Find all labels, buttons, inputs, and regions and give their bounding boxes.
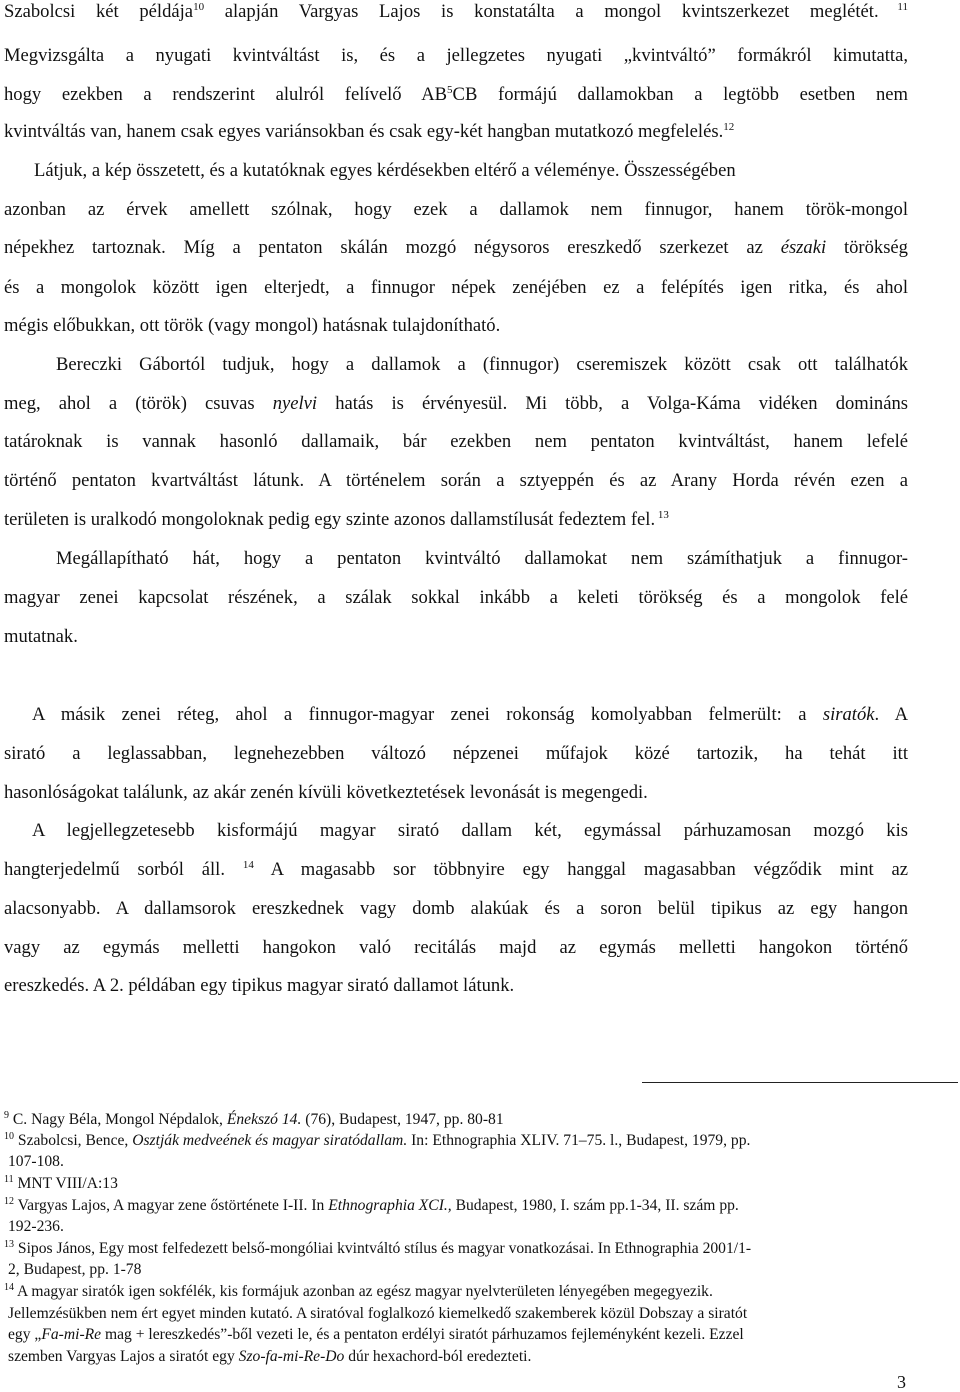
footnote: $^{10}$ Szabolcsi, Bence, Osztják medveének és magyar siratódallam. In: Ethnographia XLIV. 71–75. l., Budapest, 1979, pp. — [4, 1130, 751, 1149]
body-line: népekhez tartoznak. Míg a pentaton skálán mozgó négysoros ereszkedő szerkezet az északi törökség — [4, 237, 908, 258]
body-line: azonban az érvek amellett szólnak, hogy ezek a dallamok nem finnugor, hanem török-mongol — [4, 199, 908, 220]
body-line: A másik zenei réteg, ahol a finnugor-magyar zenei rokonság komolyabban felmerült: a siratók. A — [32, 704, 908, 725]
body-line: kvintváltás van, hanem csak egyes variánsokban és csak egy-két hangban mutatkozó megfelelés.$^{12}$ — [4, 120, 735, 142]
footnote-cont: 107-108. — [8, 1153, 64, 1170]
body-line: Megállapítható hát, hogy a pentaton kvintváltó dallamokat nem számíthatjuk a finnugor- — [56, 548, 908, 569]
footnote: $^9$ C. Nagy Béla, Mongol Népdalok, Énekszó 14. (76), Budapest, 1947, pp. 80-81 — [4, 1109, 504, 1128]
body-line: és a mongolok között igen elterjedt, a finnugor népek zenéjében ez a felépítés igen ritka, és ahol — [4, 277, 908, 298]
body-line: tatároknak is vannak hasonló dallamaik, bár ezekben nem pentaton kvintváltást, hanem lefelé — [4, 431, 908, 452]
body-line: Szabolcsi két példája$^{10}$ alapján Vargyas Lajos is konstatálta a mongol kvintszerkezet meglétét. $^{11}$ — [4, 0, 908, 22]
body-line: Megvizsgálta a nyugati kvintváltást is, és a jellegzetes nyugati „kvintváltó” formákról kimutatta, — [4, 45, 908, 66]
body-line: vagy az egymás melletti hangokon való recitálás majd az egymás melletti hangokon történő — [4, 937, 908, 958]
body-line: hasonlóságokat találunk, az akár zenén kívüli következtetések levonását is megengedi. — [4, 782, 648, 803]
body-line: meg, ahol a (török) csuvas nyelvi hatás is érvényesül. Mi több, a Volga-Káma vidéken domináns — [4, 393, 909, 414]
footnote-cont: szemben Vargyas Lajos a siratót egy Szo-fa-mi-Re-Do dúr hexachord-ból eredezteti. — [8, 1348, 532, 1365]
body-line: sirató a leglassabban, legnehezebben változó népzenei műfajok közé tartozik, ha tehát itt — [4, 743, 908, 764]
body-line: Látjuk, a kép összetett, és a kutatóknak egyes kérdésekben eltérő a véleménye. Összességében — [34, 160, 736, 181]
body-line: Bereczki Gábortól tudjuk, hogy a dallamok a (finnugor) cseremiszek között csak ott találhatók — [56, 354, 908, 375]
body-line: alacsonyabb. A dallamsorok ereszkednek vagy domb alakúak és a soron belül tipikus az egy hangon — [4, 898, 908, 919]
footnote-cont: Jellemzésükben nem ért egyet minden kutató. A siratóval foglalkozó kiemelkedő szakemberek közül Dobszay a siratót — [8, 1305, 748, 1322]
footnote: $^{11}$ MNT VIII/A:13 — [4, 1173, 118, 1192]
body-line: területen is uralkodó mongoloknak pedig egy szinte azonos dallamstílusát fedeztem fel. $^{13}$ — [4, 508, 669, 530]
body-line: A legjellegzetesebb kisformájú magyar sirató dallam két, egymással párhuzamosan mozgó kis — [32, 820, 908, 841]
body-line: ereszkedés. A 2. példában egy tipikus magyar sirató dallamot látunk. — [4, 975, 515, 996]
footnote-cont: egy „Fa-mi-Re mag + lereszkedés”-ből vezeti le, és a pentaton erdélyi siratót párhuzamos fejleményként kezeli. Ezzel — [8, 1326, 744, 1343]
body-line: magyar zenei kapcsolat részének, a szálak sokkal inkább a keleti törökség és a mongolok felé — [4, 587, 908, 608]
body-line: mutatnak. — [4, 626, 78, 647]
body-line: hogy ezekben a rendszerint alulról felívelő $AB^5CB$ formájú dallamokban a legtöbb esetben nem — [4, 83, 908, 105]
footnote-separator — [642, 1082, 958, 1083]
body-line: mégis előbukkan, ott török (vagy mongol) hatásnak tulajdonítható. — [4, 315, 501, 336]
footnote: $^{14}$ A magyar siratók igen sokfélék, kis formájuk azonban az egész magyar nyelvterületen lényegében megegyezik. — [4, 1281, 713, 1300]
page-number: 3 — [897, 1372, 906, 1392]
body-line: történő pentaton kvartváltást látunk. A történelem során a sztyeppén és az Arany Horda révén ezen a — [4, 470, 908, 491]
footnote-cont: 192-236. — [8, 1218, 64, 1235]
footnote: $^{13}$ Sipos János, Egy most felfedezett belső-mongóliai kvintváltó stílus és magyar vonatkozásai. In Ethnographia 2001/1- — [4, 1238, 752, 1257]
body-line: hangterjedelmű sorból áll. $^{14}$ A magasabb sor többnyire egy hanggal magasabban végződik mint az — [4, 858, 908, 880]
footnote: $^{12}$ Vargyas Lajos, A magyar zene őstörténete I-II. In Ethnographia XCI., Budapest, 1980, I. szám pp.1-34, II. szám pp. — [4, 1195, 739, 1214]
footnote-cont: 2, Budapest, pp. 1-78 — [8, 1261, 142, 1278]
